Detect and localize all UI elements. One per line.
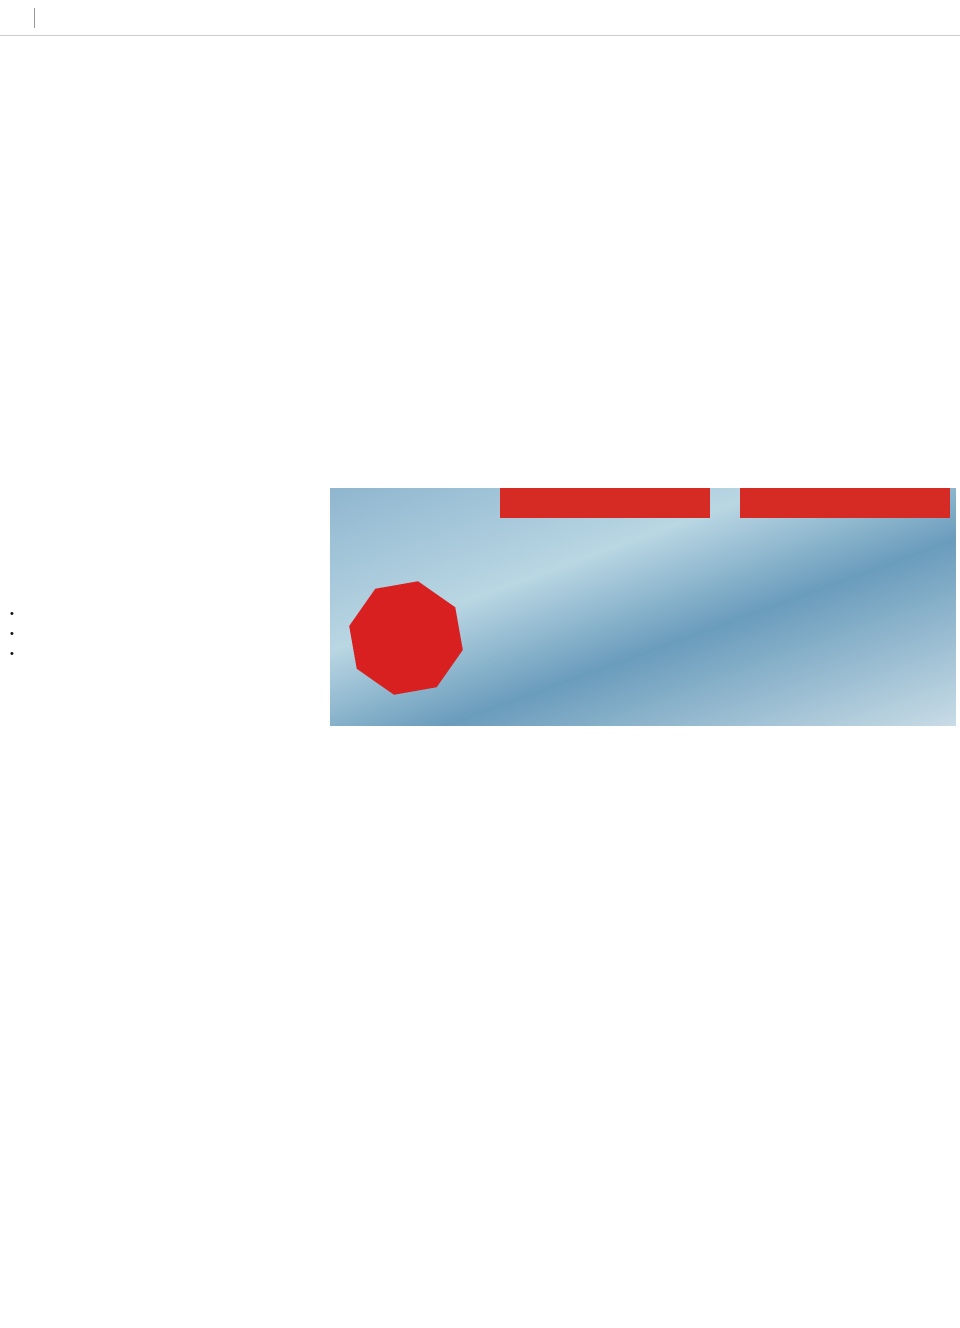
page-header (0, 0, 960, 36)
genre-badge-comedy (500, 488, 710, 518)
ad-bullet: • (10, 628, 14, 640)
ad-bullet: • (10, 608, 14, 620)
genre-badge-fairytale (740, 488, 950, 518)
ad-bullet: • (10, 648, 14, 660)
ad-bullets (10, 604, 340, 664)
header-divider (34, 8, 35, 28)
